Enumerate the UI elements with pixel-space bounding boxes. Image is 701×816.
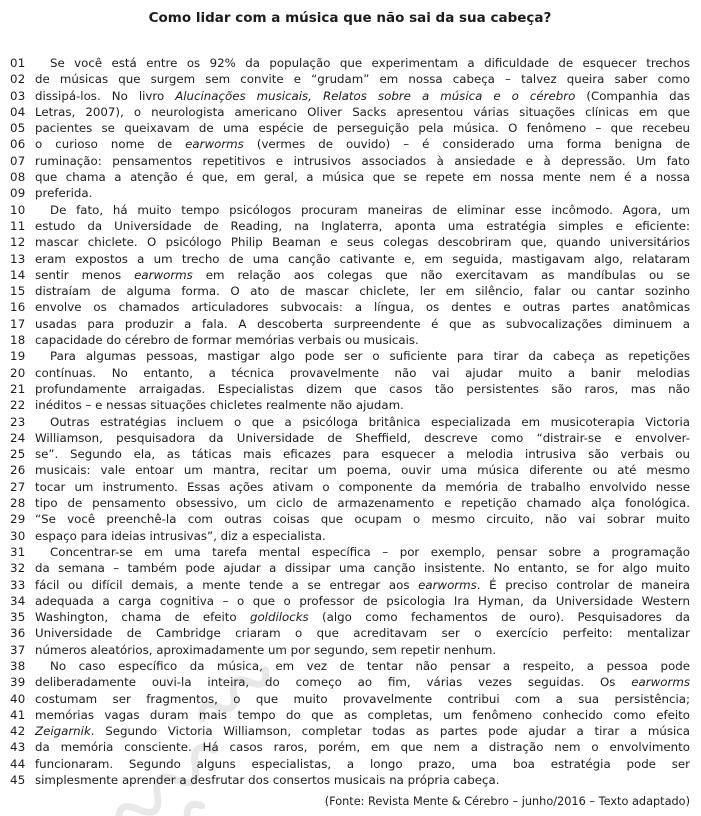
line-text: que chama a atenção é que, em geral, a música que se repete em nossa mente nem é a nossa <box>35 170 690 185</box>
text-line <box>10 577 690 593</box>
line-text: dissipá-los. No livro Alucinações musicais, Relatos sobre a música e o cérebro (Companhia das <box>35 88 690 103</box>
line-number: 33 <box>10 577 26 592</box>
line-text: se”. Segundo ela, as táticas mais eficazes para esquecer a melodia intrusiva são verbais ou <box>35 447 690 462</box>
line-text: Outras estratégias incluem o que a psicóloga britânica especializada em musicoterapia Victoria <box>50 414 690 429</box>
line-text: tocar um instrumento. Essas ações ativam o componente da memória de trabalho envolvido nesse <box>35 479 690 494</box>
line-text: da semana – também pode ajudar a dissipar uma canção insistente. No entanto, se for algo muito <box>35 561 690 576</box>
text-line <box>10 528 690 544</box>
line-text: simplesmente aprender a desfrutar dos consertos musicais na própria cabeça. <box>35 773 500 788</box>
line-text: “Se você preenchê-la com outras coisas que ocupam o mesmo circuito, não vai sobrar muito <box>35 512 690 527</box>
line-number: 31 <box>10 544 26 559</box>
text-line <box>10 348 690 364</box>
text-line <box>10 136 690 152</box>
text-line <box>10 218 690 234</box>
line-number: 10 <box>10 202 26 217</box>
line-text: ruminação: pensamentos repetitivos e intrusivos associados à ansiedade e à depressão. Um fato <box>35 153 690 168</box>
text-line <box>10 316 690 332</box>
line-text: Para algumas pessoas, mastigar algo pode ser o suficiente para tirar da cabeça as repetições <box>50 349 690 364</box>
text-line <box>10 691 690 707</box>
text-line <box>10 560 690 576</box>
text-line <box>10 267 690 283</box>
text-line <box>10 642 690 658</box>
line-text: inéditos – e nessas situações chicletes realmente não ajudam. <box>35 398 404 413</box>
line-text: Zeigarnik. Segundo Victoria Williamson, completar todas as partes pode ajudar a tirar a música <box>35 724 690 739</box>
text-line <box>10 71 690 87</box>
line-text: No caso específico da música, em vez de tentar não pensar a respeito, a pessoa pode <box>50 658 690 673</box>
line-text: sentir menos earworms em relação aos colegas que não exercitavam as mandíbulas ou se <box>35 267 690 282</box>
line-number: 30 <box>10 528 26 543</box>
line-text: mascar chiclete. O psicólogo Philip Beaman e seus colegas descobriram que, quando universitários <box>35 235 690 250</box>
line-text: números aleatórios, aproximadamente um por segundo, sem repetir nenhum. <box>35 642 497 657</box>
line-number: 15 <box>10 284 26 299</box>
line-number: 26 <box>10 463 26 478</box>
text-line <box>10 674 690 690</box>
text-line <box>10 723 690 739</box>
line-number: 20 <box>10 365 26 380</box>
line-number: 40 <box>10 691 26 706</box>
text-line <box>10 153 690 169</box>
line-number: 43 <box>10 740 26 755</box>
line-text: Concentrar-se em uma tarefa mental específica – por exemplo, pensar sobre a programação <box>50 544 690 559</box>
line-text: envolve os chamados articuladores subvocais: a língua, os dentes e outras partes anatômicas <box>35 300 690 315</box>
line-text: Washington, chama de efeito goldilocks (algo como fechamentos de ouro). Pesquisadores da <box>35 610 690 625</box>
text-line <box>10 283 690 299</box>
line-text: Williamson, pesquisadora da Universidade de Sheffield, descreve como “distrair-se e envolver- <box>35 430 690 445</box>
text-line <box>10 88 690 104</box>
line-number: 24 <box>10 430 26 445</box>
line-text: da memória consciente. Há casos raros, porém, em que nem a distração nem o envolvimento <box>35 740 690 755</box>
line-text: tipo de pensamento obsessivo, um ciclo de armazenamento e repetição chamado alça fonológica. <box>35 496 690 511</box>
line-number: 25 <box>10 447 26 462</box>
text-line <box>10 332 690 348</box>
text-line <box>10 299 690 315</box>
line-number: 16 <box>10 300 26 315</box>
line-number: 32 <box>10 561 26 576</box>
line-number: 17 <box>10 316 26 331</box>
text-line <box>10 658 690 674</box>
text-line <box>10 55 690 71</box>
line-text: Se você está entre os 92% da população que experimentam a dificuldade de esquecer trechos <box>50 56 690 70</box>
line-number: 29 <box>10 512 26 527</box>
line-text: usadas para produzir a fala. A descoberta surpreendente é que as subvocalizações diminuem a <box>35 316 690 331</box>
line-number: 22 <box>10 398 26 413</box>
line-number: 04 <box>10 104 26 119</box>
line-text: pacientes se queixavam de uma espécie de perseguição pela música. O fenômeno – que recebeu <box>35 121 690 136</box>
line-text: costumam ser fragmentos, o que muito provavelmente contribui com a sua persistência; <box>35 691 690 706</box>
text-line <box>10 495 690 511</box>
line-text: musicais: vale entoar um mantra, recitar um poema, ouvir uma música diferente ou até mesmo <box>35 463 690 478</box>
text-line <box>10 104 690 120</box>
line-number: 36 <box>10 626 26 641</box>
line-text: capacidade do cérebro de formar memórias verbais ou musicais. <box>35 333 419 348</box>
line-text: adequada a carga cognitiva – o que o professor de psicologia Ira Hyman, da Universidade Western <box>35 593 690 608</box>
line-number: 19 <box>10 349 26 364</box>
text-line <box>10 707 690 723</box>
line-number: 21 <box>10 381 26 396</box>
text-line <box>10 169 690 185</box>
line-text: deliberadamente ouvi-la inteira, do começo ao fim, várias vezes seguidas. Os earworms <box>35 675 690 690</box>
line-number: 18 <box>10 333 26 348</box>
text-line <box>10 430 690 446</box>
line-number: 35 <box>10 610 26 625</box>
text-line <box>10 462 690 478</box>
text-line <box>10 511 690 527</box>
text-line <box>10 414 690 430</box>
line-number: 01 <box>10 56 26 70</box>
line-number: 13 <box>10 251 26 266</box>
line-text: funcionaram. Segundo alguns especialistas, a longo prazo, uma boa estratégia pode ser <box>35 756 690 771</box>
line-number: 34 <box>10 593 26 608</box>
line-number: 38 <box>10 658 26 673</box>
line-text: memórias vagas duram mais tempo do que as completas, um fenômeno conhecido como efeito <box>35 707 690 722</box>
text-line <box>10 593 690 609</box>
line-text: eram expostos a um trecho de uma canção cativante e, em seguida, mastigavam algo, relataram <box>35 251 690 266</box>
line-number: 45 <box>10 773 26 788</box>
line-number: 02 <box>10 72 26 87</box>
text-line <box>10 446 690 462</box>
line-number: 03 <box>10 88 26 103</box>
text-line <box>10 397 690 413</box>
line-text: profundamente arraigadas. Especialistas dizem que casos tão persistentes são raros, mas não <box>35 381 690 396</box>
source-citation: (Fonte: Revista Mente & Cérebro – junho/2016 – Texto adaptado) <box>324 795 690 808</box>
line-number: 09 <box>10 186 26 201</box>
line-number: 41 <box>10 707 26 722</box>
line-number: 27 <box>10 479 26 494</box>
text-line <box>10 756 690 772</box>
line-text: espaço para ideias intrusivas”, diz a especialista. <box>35 528 326 543</box>
text-line <box>10 120 690 136</box>
line-number: 12 <box>10 235 26 250</box>
line-number: 28 <box>10 496 26 511</box>
line-number: 07 <box>10 153 26 168</box>
text-line <box>10 185 690 201</box>
line-number: 39 <box>10 675 26 690</box>
text-line <box>10 609 690 625</box>
line-text: o curioso nome de earworms (vermes de ouvido) – é considerado uma forma benigna de <box>35 137 690 152</box>
line-text: distraíam de alguma forma. O ato de mascar chiclete, ler em silêncio, falar ou cantar sozinho <box>35 284 690 299</box>
text-line <box>10 234 690 250</box>
line-number: 05 <box>10 121 26 136</box>
line-number: 14 <box>10 267 26 282</box>
line-number: 42 <box>10 724 26 739</box>
line-number: 08 <box>10 170 26 185</box>
text-line <box>10 381 690 397</box>
line-number: 37 <box>10 642 26 657</box>
text-line <box>10 251 690 267</box>
line-text: fácil ou difícil demais, a mente tende a se entregar aos earworms. É preciso controlar de maneira <box>35 577 690 592</box>
line-text: De fato, há muito tempo psicólogos procuram maneiras de eliminar esse incômodo. Agora, um <box>50 202 690 217</box>
text-line <box>10 739 690 755</box>
text-body <box>10 55 690 788</box>
line-text: de músicas que surgem sem convite e “grudam” em nossa cabeça – talvez queira saber como <box>35 72 690 87</box>
text-line <box>10 202 690 218</box>
line-number: 44 <box>10 756 26 771</box>
line-text: preferida. <box>35 186 93 201</box>
text-line <box>10 625 690 641</box>
line-text: estudo da Universidade de Reading, na Inglaterra, aponta uma estratégia simples e eficiente: <box>35 218 690 233</box>
line-text: contínuas. No entanto, a técnica provavelmente não vai ajudar muito a banir melodias <box>35 365 690 380</box>
line-number: 06 <box>10 137 26 152</box>
text-line <box>10 479 690 495</box>
line-text: Letras, 2007), o neurologista americano Oliver Sacks apresentou várias situações clínicas em que <box>35 104 690 119</box>
text-line <box>10 772 690 788</box>
line-number: 11 <box>10 218 26 233</box>
line-text: Universidade de Cambridge criaram o que acreditavam ser o exercício perfeito: mentalizar <box>35 626 690 641</box>
line-number: 23 <box>10 414 26 429</box>
text-line <box>10 365 690 381</box>
text-line <box>10 544 690 560</box>
page-title: Como lidar com a música que não sai da sua cabeça? <box>148 10 552 26</box>
